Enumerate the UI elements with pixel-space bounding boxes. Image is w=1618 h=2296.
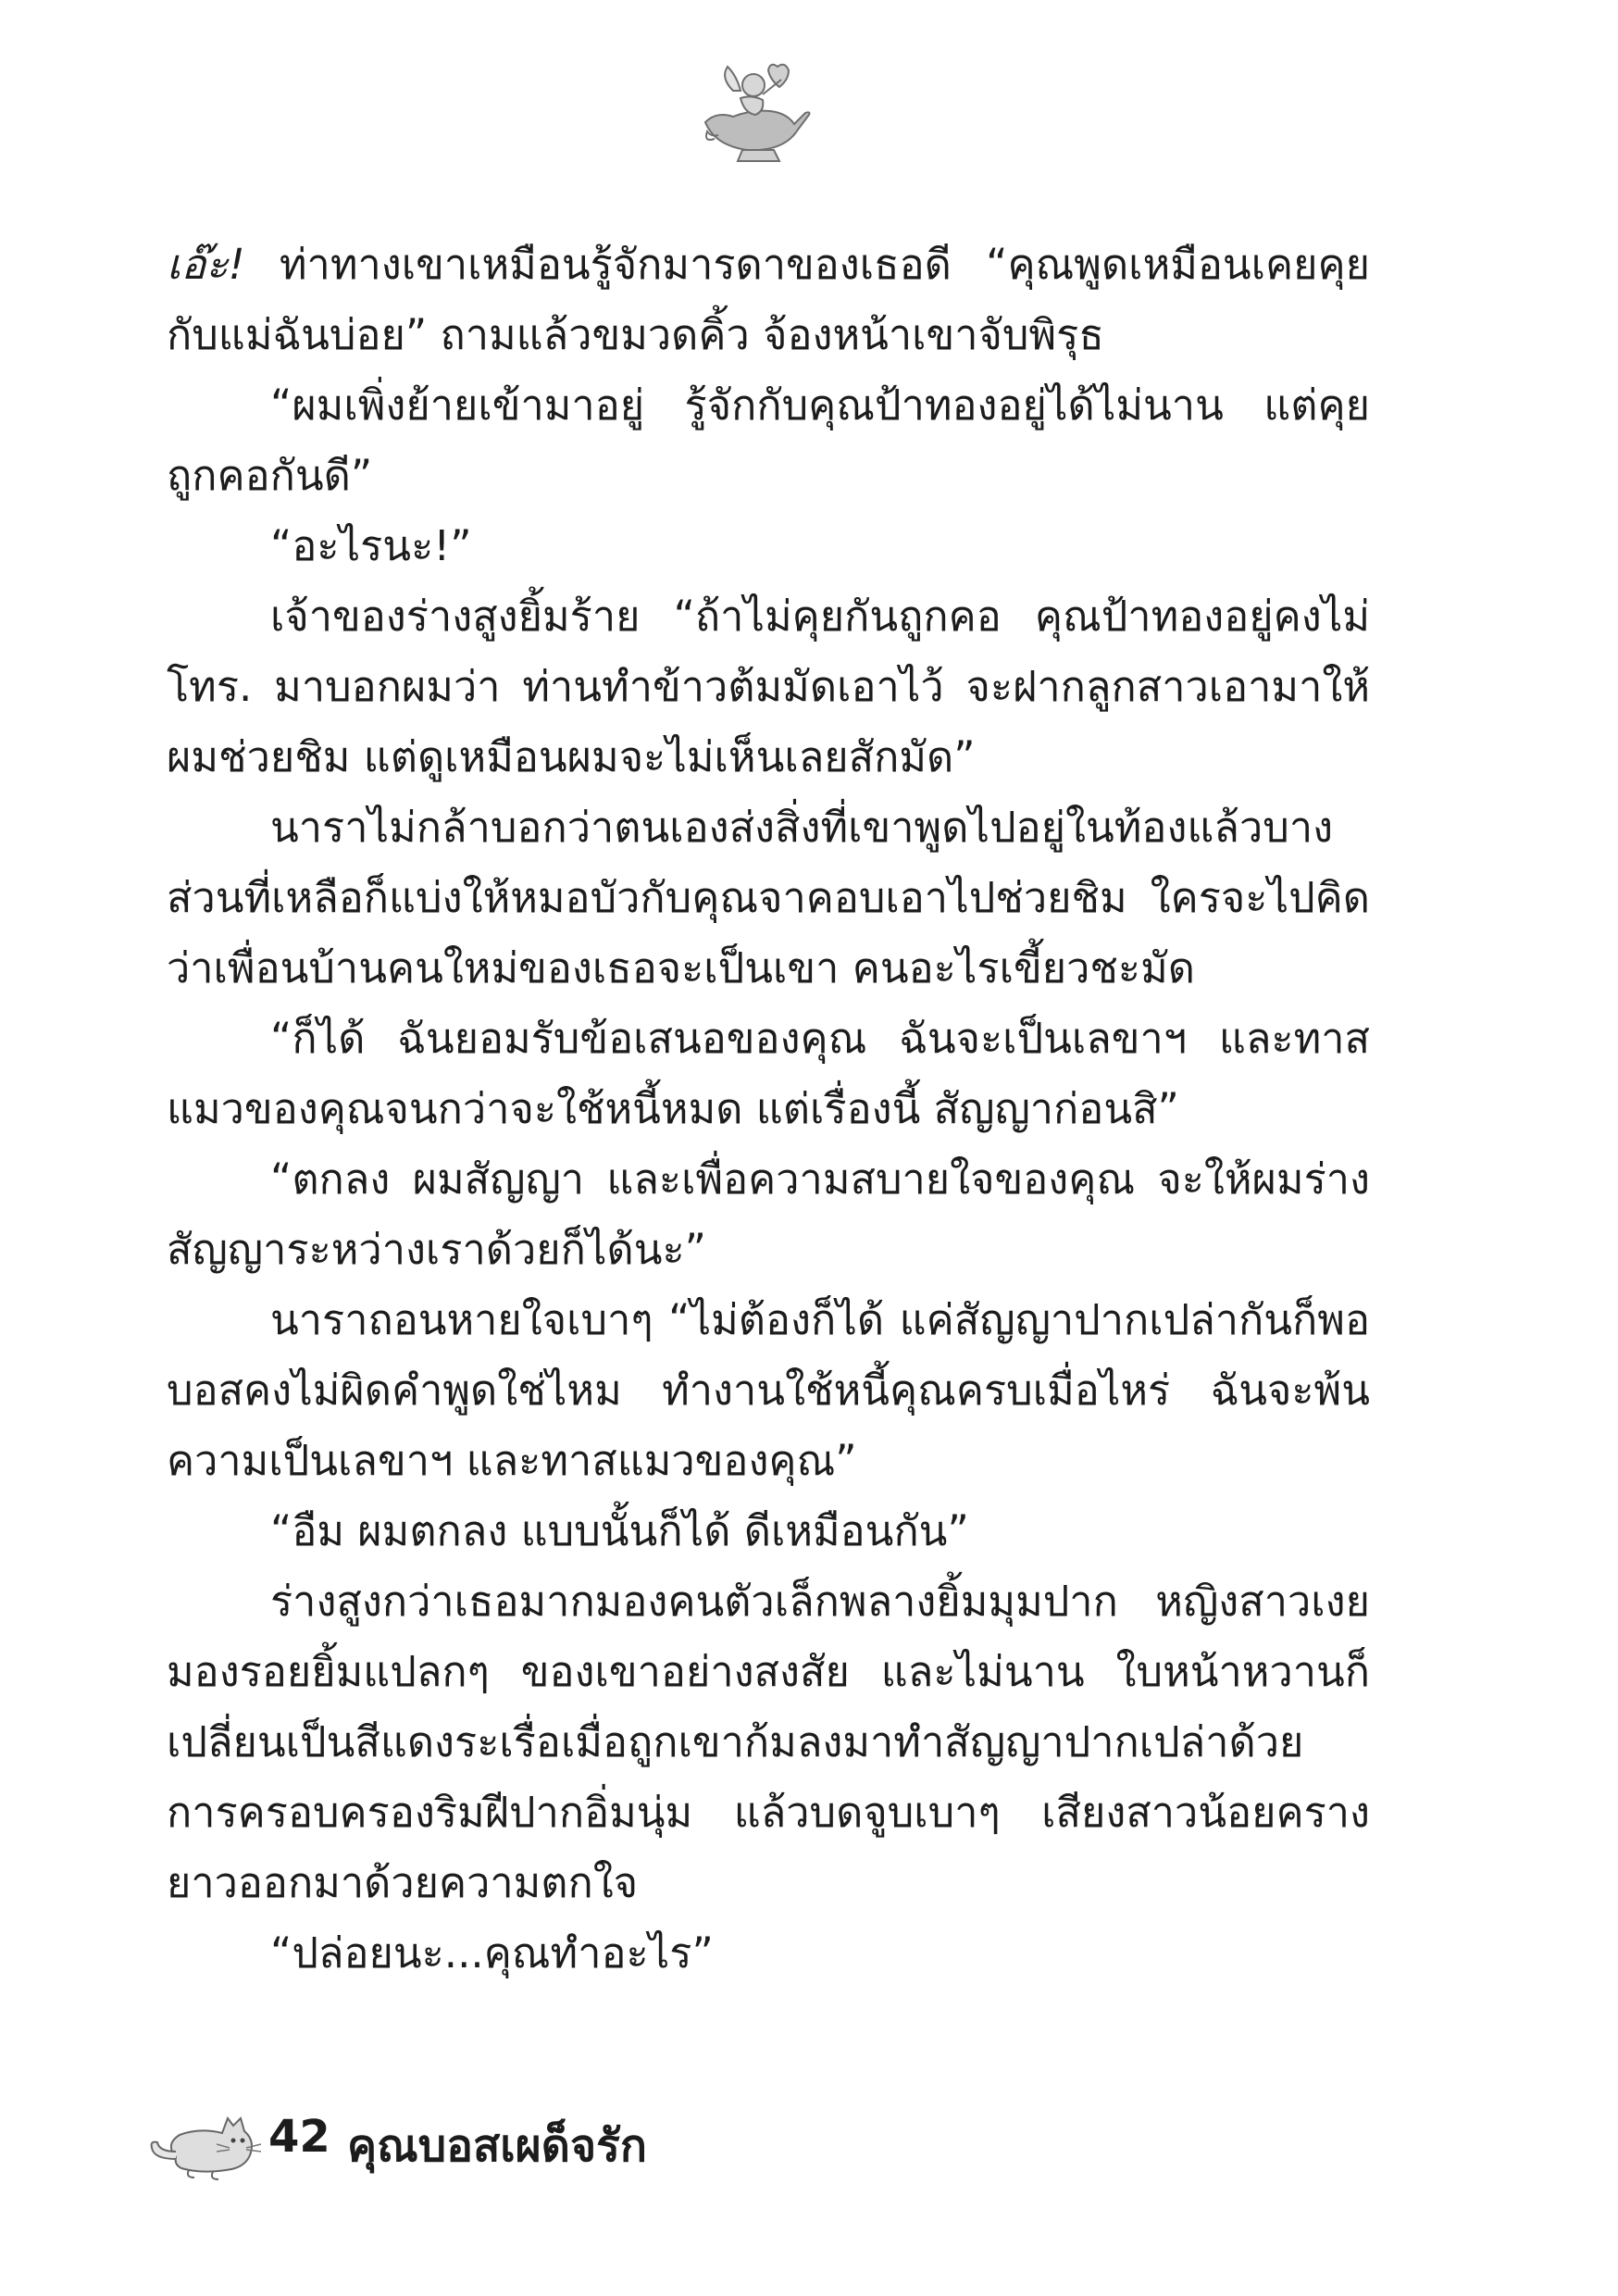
paragraph: “อืม ผมตกลง แบบนั้นก็ได้ ดีเหมือนกัน” xyxy=(270,1506,969,1555)
page-number: 42 xyxy=(268,2111,330,2163)
paragraph xyxy=(167,230,1370,370)
cupid-teapot-icon xyxy=(696,57,816,167)
paragraph: “อะไรนะ!” xyxy=(270,521,472,570)
book-title: คุณบอสเผด็จรัก xyxy=(347,2120,647,2172)
page-footer xyxy=(148,2090,981,2192)
paragraph: นาราไม่กล้าบอกว่าตนเองส่งสิ่งที่เขาพูดไปอยู่ในท้องแล้วบางส่วนที่เหลือก็แบ่งให้หมอบัวกับคุณจาคอบเอาไปช่วยชิม ใครจะไปคิดว่าเพื่อนบ้านคนใหม่ของเธอจะเป็นเขา คนอะไรเขี้ยวชะมัด xyxy=(167,803,1370,992)
paragraph: “ปล่อยนะ...คุณทำอะไร” xyxy=(270,1928,714,1978)
paragraph: “ตกลง ผมสัญญา และเพื่อความสบายใจของคุณ จะให้ผมร่างสัญญาระหว่างเราด้วยก็ได้นะ” xyxy=(167,1154,1370,1274)
lead-word: เอ๊ะ! xyxy=(167,240,245,289)
paragraph: ร่างสูงกว่าเธอมากมองคนตัวเล็กพลางยิ้มมุมปาก หญิงสาวเงยมองรอยยิ้มแปลกๆ ของเขาอย่างสงสัย และไม่นาน ใบหน้าหวานก็เปลี่ยนเป็นสีแดงระเรื่อเมื่อถูกเขาก้มลงมาทำสัญญาปากเปล่าด้วยการครอบครองริมฝีปากอิ่มนุ่ม แล้วบดจูบเบาๆ เสียงสาวน้อยครางยาวออกมาด้วยความตกใจ xyxy=(167,1577,1370,1907)
paragraph: นาราถอนหายใจเบาๆ “ไม่ต้องก็ได้ แค่สัญญาปากเปล่ากันก็พอบอสคงไม่ผิดคำพูดใช่ไหม ทำงานใช้หนี้คุณครบเมื่อไหร่ ฉันจะพ้นความเป็นเลขาฯ และทาสแมวของคุณ” xyxy=(167,1295,1370,1485)
paragraph: “ผมเพิ่งย้ายเข้ามาอยู่ รู้จักกับคุณป้าทองอยู่ได้ไม่นาน แต่คุยถูกคอกันดี” xyxy=(167,381,1370,500)
story-text xyxy=(167,230,1370,1989)
paragraph-text: ท่าทางเขาเหมือนรู้จักมารดาของเธอดี “คุณพูดเหมือนเคยคุยกับแม่ฉันบ่อย” ถามแล้วขมวดคิ้ว จ้องหน้าเขาจับพิรุธ xyxy=(167,240,1370,359)
cat-icon xyxy=(148,2090,268,2183)
paragraph: “ก็ได้ ฉันยอมรับข้อเสนอของคุณ ฉันจะเป็นเลขาฯ และทาสแมวของคุณจนกว่าจะใช้หนี้หมด แต่เรื่องนี้ สัญญาก่อนสิ” xyxy=(167,1014,1370,1133)
paragraph: เจ้าของร่างสูงยิ้มร้าย “ถ้าไม่คุยกันถูกคอ คุณป้าทองอยู่คงไม่โทร. มาบอกผมว่า ท่านทำข้าวต้มมัดเอาไว้ จะฝากลูกสาวเอามาให้ผมช่วยชิม แต่ดูเหมือนผมจะไม่เห็นเลยสักมัด” xyxy=(167,592,1370,781)
